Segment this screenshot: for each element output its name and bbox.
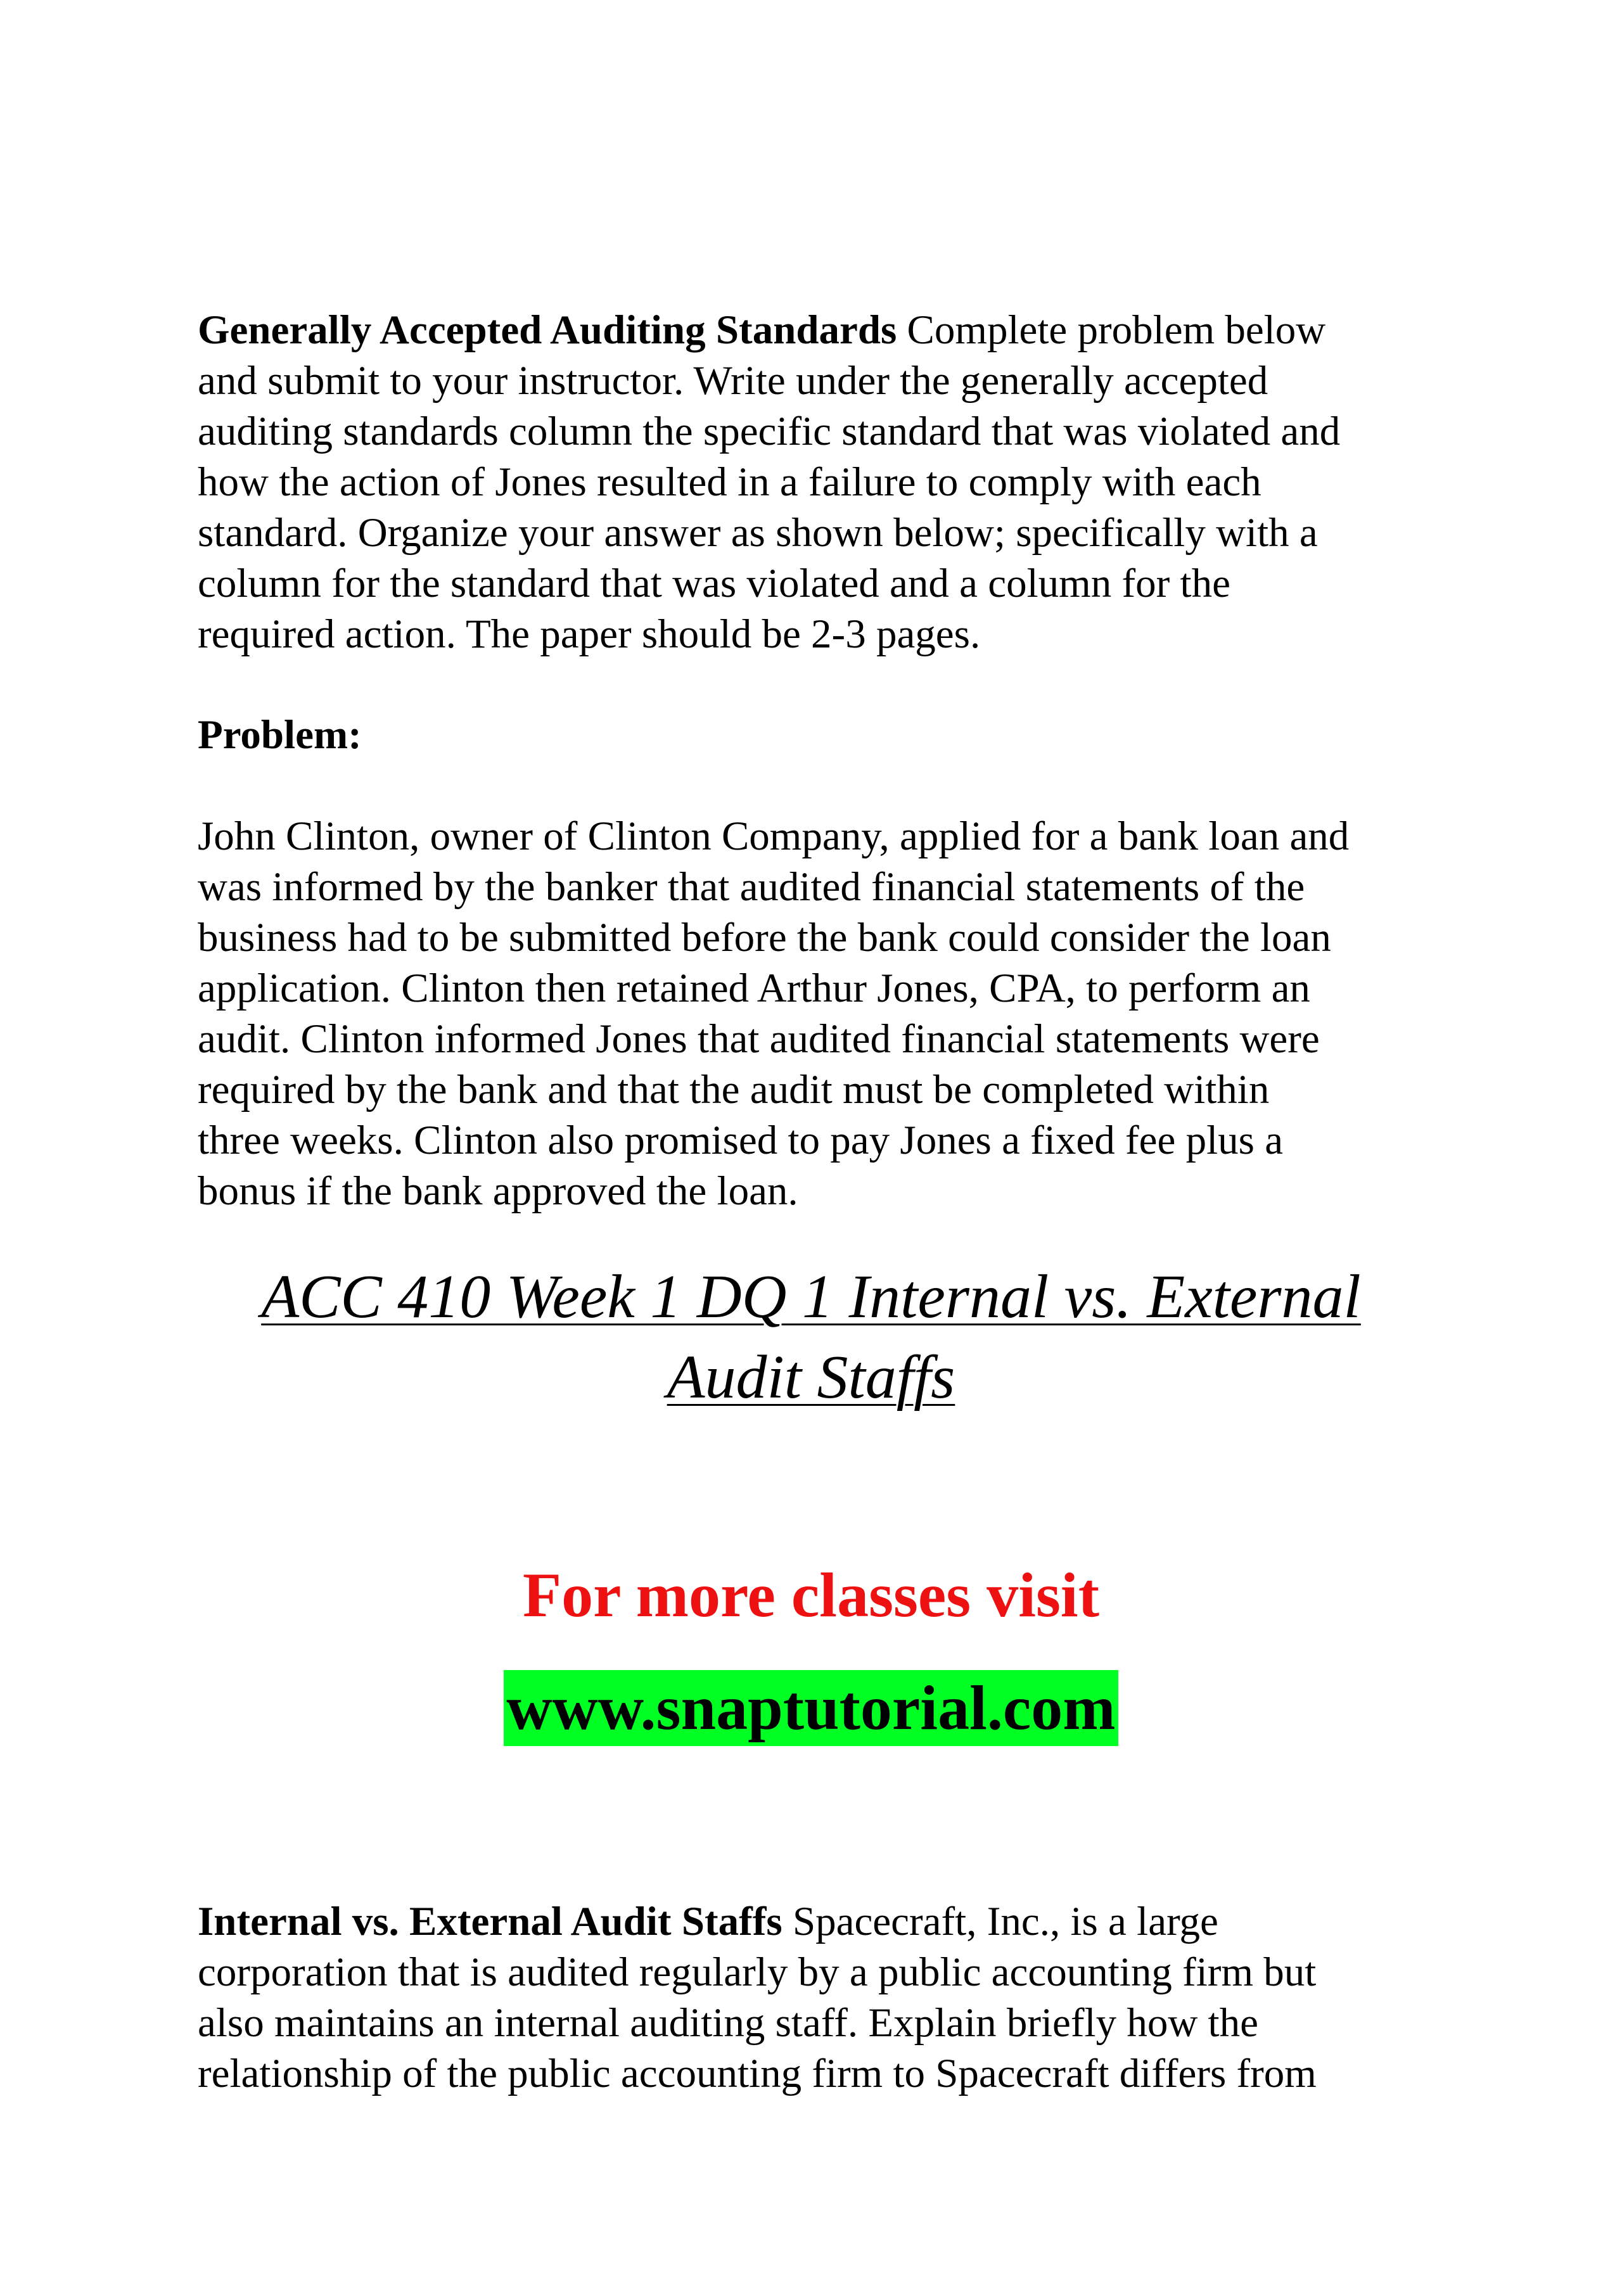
problem-line: application. Clinton then retained Arthur Jones, CPA, to perform an: [198, 966, 1310, 1011]
gaas-line: column for the standard that was violated and a column for the: [198, 561, 1230, 606]
problem-line: required by the bank and that the audit must be completed within: [198, 1067, 1270, 1113]
problem-paragraph: [198, 811, 1440, 1216]
problem-line: business had to be submitted before the bank could consider the loan: [198, 915, 1331, 960]
gaas-heading: Generally Accepted Auditing Standards: [198, 307, 897, 353]
gaas-line: standard. Organize your answer as shown below; specifically with a: [198, 510, 1318, 556]
gaas-paragraph: [198, 305, 1440, 660]
promo-text: For more classes visit: [522, 1560, 1099, 1630]
course-title: [177, 1257, 1445, 1418]
gaas-line: required action. The paper should be 2-3 pages.: [198, 611, 981, 657]
promo-url-link[interactable]: www.snaptutorial.com: [504, 1670, 1118, 1746]
gaas-line: auditing standards column the specific standard that was violated and: [198, 409, 1341, 454]
problem-line: was informed by the banker that audited financial statements of the: [198, 864, 1305, 910]
problem-heading: Problem:: [198, 712, 362, 758]
course-title-line-1: ACC 410 Week 1 DQ 1 Internal vs. External: [261, 1263, 1361, 1331]
course-title-line-2: Audit Staffs: [667, 1343, 955, 1412]
internal-external-line: corporation that is audited regularly by a public accounting firm but: [198, 1949, 1317, 1995]
internal-external-paragraph: [198, 1896, 1440, 2099]
promo-url-container: [0, 1670, 1622, 1746]
internal-external-line: Spacecraft, Inc., is a large: [782, 1899, 1218, 1944]
problem-line: John Clinton, owner of Clinton Company, applied for a bank loan and: [198, 813, 1350, 859]
gaas-line: Complete problem below: [897, 307, 1326, 353]
internal-external-line: also maintains an internal auditing staff. Explain briefly how the: [198, 2000, 1258, 2046]
problem-line: audit. Clinton informed Jones that audited financial statements were: [198, 1016, 1320, 1062]
problem-line: three weeks. Clinton also promised to pay Jones a fixed fee plus a: [198, 1118, 1284, 1163]
gaas-line: how the action of Jones resulted in a failure to comply with each: [198, 459, 1261, 505]
internal-external-heading: Internal vs. External Audit Staffs: [198, 1899, 782, 1944]
gaas-line: and submit to your instructor. Write under the generally accepted: [198, 358, 1268, 404]
internal-external-line: relationship of the public accounting firm to Spacecraft differs from: [198, 2051, 1317, 2096]
problem-line: bonus if the bank approved the loan.: [198, 1168, 798, 1214]
